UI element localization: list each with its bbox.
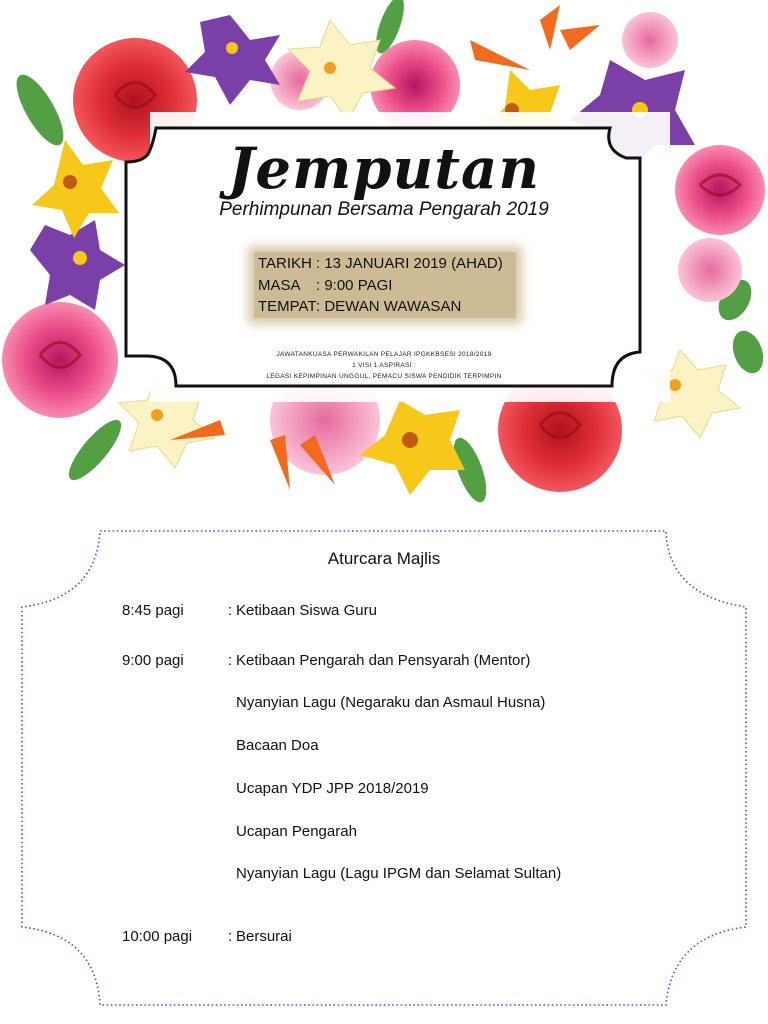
schedule-separator: : xyxy=(228,602,233,619)
committee-motto-heading: 1 VISI 1 ASPIRASI : xyxy=(352,362,416,369)
detail-venue: TEMPAT: DEWAN WAWASAN xyxy=(258,298,462,315)
schedule-frame xyxy=(0,520,768,1024)
invitation-title: Jemputan xyxy=(227,136,541,202)
schedule-time: 8:45 pagi xyxy=(122,602,184,619)
schedule-separator: : xyxy=(228,652,233,669)
schedule-time: 10:00 pagi xyxy=(122,928,193,945)
schedule-item: Ketibaan Siswa Guru xyxy=(236,602,377,619)
schedule-item: Bacaan Doa xyxy=(236,737,319,754)
schedule-item: Bersurai xyxy=(236,928,292,945)
schedule-separator: : xyxy=(228,928,233,945)
schedule-item: Ketibaan Pengarah dan Pensyarah (Mentor) xyxy=(236,652,531,669)
schedule-item: Ucapan YDP JPP 2018/2019 xyxy=(236,780,429,797)
schedule-item: Ucapan Pengarah xyxy=(236,823,357,840)
detail-date: TARIKH : 13 JANUARI 2019 (AHAD) xyxy=(258,255,503,272)
schedule-time: 9:00 pagi xyxy=(122,652,184,669)
schedule-item: Nyanyian Lagu (Lagu IPGM dan Selamat Sultan) xyxy=(236,865,562,882)
schedule-title: Aturcara Majlis xyxy=(327,549,441,568)
detail-time: MASA : 9:00 PAGI xyxy=(258,277,393,294)
invitation-subtitle: Perhimpunan Bersama Pengarah 2019 xyxy=(219,199,549,220)
committee-name: JAWATANKUASA PERWAKILAN PELAJAR IPGKKBSESI 2018/2019 xyxy=(276,351,492,358)
committee-motto: LEGASI KEPIMPINAN UNGGUL, PEMACU SISWA PENDIDIK TERPIMPIN xyxy=(266,373,502,380)
schedule-item: Nyanyian Lagu (Negaraku dan Asmaul Husna) xyxy=(236,694,546,711)
